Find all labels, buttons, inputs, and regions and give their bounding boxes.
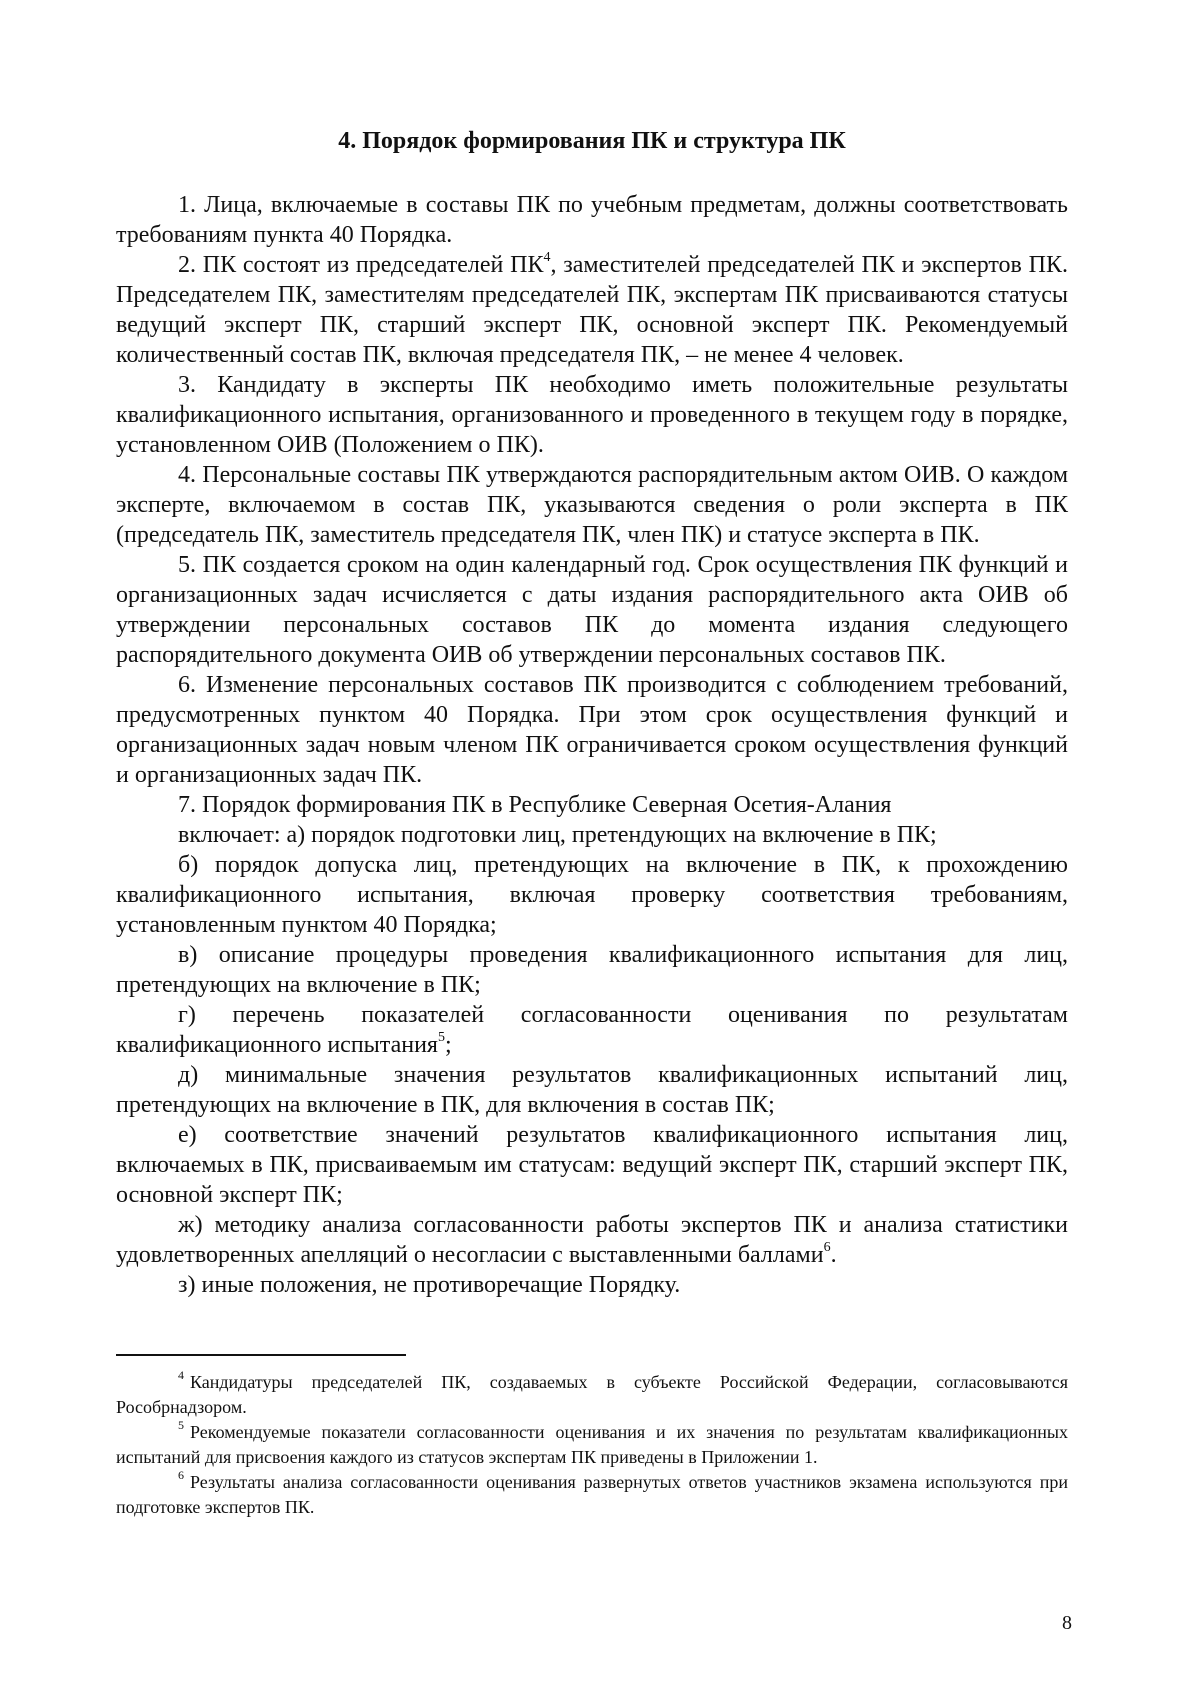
main-content [116,126,1068,1300]
section-title: 4. Порядок формирования ПК и структура ПК [338,128,846,154]
footnote-6 [116,1470,1068,1520]
paragraph-5: 5. ПК создается сроком на один календарный год. Срок осуществления ПК функций и организационных задач исчисляется с даты издания распорядительного акта ОИВ об утверждении персональных составов ПК до момента издания следующего распорядительного документа ОИВ об утверждении персональных составов ПК. [116,552,1068,668]
footnote-4 [116,1370,1068,1420]
paragraph-7-item-zh [116,1210,1068,1270]
paragraph-7: 7. Порядок формирования ПК в Республике Северная Осетия-Алания [178,792,892,818]
footnote-mark: 6 [178,1468,184,1482]
paragraph-3: 3. Кандидату в эксперты ПК необходимо иметь положительные результаты квалификационного испытания, организованного и проведенного в текущем году в порядке, установленном ОИВ (Положением о ПК). [116,372,1068,458]
paragraph-7-item-g-text-b: ; [444,1032,452,1058]
footnote-ref-5[interactable]: 5 [437,1030,445,1045]
paragraph-7-item-zh-text-a: ж) методику анализа согласованности работы экспертов ПК и анализа статистики удовлетворенных апелляций о несогласии с выставленными баллами [116,1212,1068,1268]
paragraph-2 [116,250,1068,370]
paragraph-2-text-b: , заместителей председателей ПК и экспертов ПК. Председателем ПК, заместителям председателей ПК, экспертам ПК присваиваются статусы ведущий эксперт ПК, старший эксперт ПК, основной эксперт ПК. Рекомендуемый количественный состав ПК, включая председателя ПК, – не менее 4 человек. [116,252,1068,368]
paragraph-7-item-d: д) минимальные значения результатов квалификационных испытаний лиц, претендующих на включение в ПК, для включения в состав ПК; [116,1062,1068,1118]
paragraph-2-text-a: 2. ПК состоят из председателей ПК [178,252,544,278]
paragraph-7-item-v: в) описание процедуры проведения квалификационного испытания для лиц, претендующих на включение в ПК; [116,942,1068,998]
paragraph-7-item-e: е) соответствие значений результатов квалификационного испытания лиц, включаемых в ПК, присваиваемым им статусам: ведущий эксперт ПК, старший эксперт ПК, основной эксперт ПК; [116,1122,1068,1208]
paragraph-7-item-g [116,1000,1068,1060]
page-number: 8 [1062,1612,1072,1634]
footnote-5 [116,1420,1068,1470]
paragraph-4: 4. Персональные составы ПК утверждаются распорядительным актом ОИВ. О каждом эксперте, включаемом в состав ПК, указываются сведения о роли эксперта в ПК (председатель ПК, заместитель председателя ПК, член ПК) и статусе эксперта в ПК. [116,462,1068,548]
footnote-mark: 5 [178,1418,184,1432]
paragraph-7-item-a: включает: а) порядок подготовки лиц, претендующих на включение в ПК; [178,822,937,848]
footnote-separator [116,1354,406,1356]
footnote-text: Кандидатуры председателей ПК, создаваемых в субъекте Российской Федерации, согласовываются Рособрнадзором. [116,1372,1068,1417]
paragraph-6: 6. Изменение персональных составов ПК производится с соблюдением требований, предусмотренных пунктом 40 Порядка. При этом срок осуществления функций и организационных задач новым членом ПК ограничивается сроком осуществления функций и организационных задач ПК. [116,672,1068,788]
footnote-text: Результаты анализа согласованности оценивания развернутых ответов участников экзамена используются при подготовке экспертов ПК. [116,1472,1068,1517]
paragraph-7-item-zh-text-b: . [830,1242,837,1268]
footnote-text: Рекомендуемые показатели согласованности оценивания и их значения по результатам квалификационных испытаний для присвоения каждого из статусов экспертам ПК приведены в Приложении 1. [116,1422,1068,1467]
paragraph-7-item-g-text-a: г) перечень показателей согласованности оценивания по результатам квалификационного испытания [116,1002,1068,1058]
footnote-ref-4[interactable]: 4 [543,250,551,265]
paragraph-7-item-b: б) порядок допуска лиц, претендующих на включение в ПК, к прохождению квалификационного испытания, включая проверку соответствия требованиям, установленным пунктом 40 Порядка; [116,852,1068,938]
footnote-mark: 4 [178,1368,184,1382]
footnotes [116,1370,1068,1520]
footnote-ref-6[interactable]: 6 [823,1240,831,1255]
paragraph-1: 1. Лица, включаемые в составы ПК по учебным предметам, должны соответствовать требованиям пункта 40 Порядка. [116,192,1068,248]
paragraph-7-item-z: з) иные положения, не противоречащие Порядку. [178,1272,681,1298]
